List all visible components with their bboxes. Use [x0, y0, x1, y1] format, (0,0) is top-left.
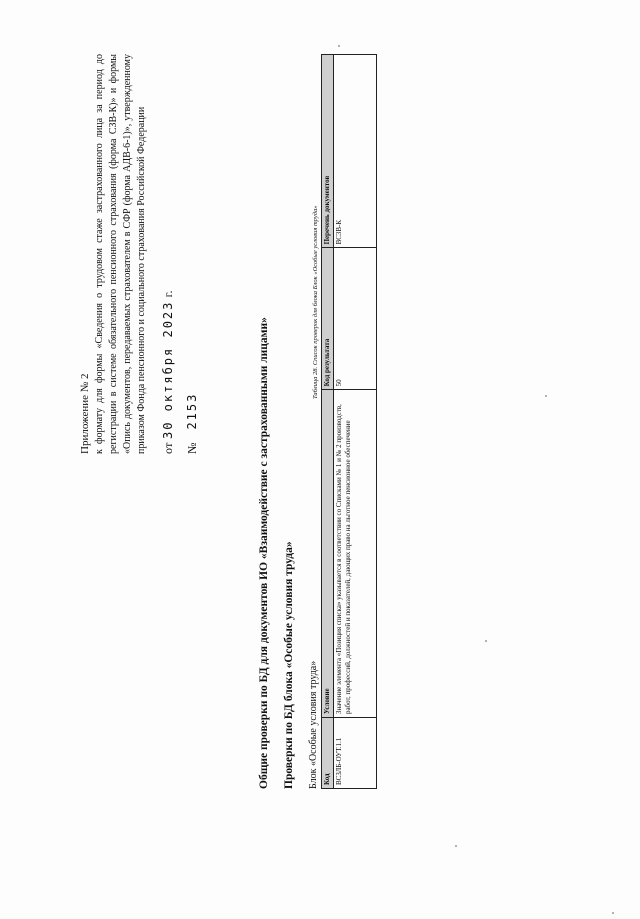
heading-general-checks: Общие проверки по БД для документов ИО «Взаимодействие с застрахованными лицами»	[258, 317, 270, 789]
block-label: Блок «Особые условия труда»	[308, 660, 319, 789]
number-value: 2153	[185, 392, 199, 430]
appendix-date	[161, 54, 175, 454]
cell-documents: ВСЗВ-К	[334, 55, 377, 248]
heading-block-checks: Проверки по БД блока «Особые условия труда»	[283, 541, 295, 789]
table-row	[334, 55, 377, 789]
appendix-number	[185, 54, 199, 454]
date-suffix: г.	[161, 290, 175, 298]
date-prefix: от	[161, 442, 175, 454]
appendix-title: Приложение № 2	[79, 373, 91, 454]
appendix-text: к формату для формы «Сведения о трудовом стаже застрахованного лица за период до регистрации в системе обязательного пенсионного страхования (форма СЗВ-К)» и формы «Опись документов, передаваемых страхователем в СФР (форма АДВ-6-1)», утвержденному приказом Фонда пенсионного и социального страхования Российской Федерации	[94, 54, 147, 454]
appendix-block	[78, 54, 199, 454]
table-header-row	[322, 55, 334, 789]
date-value: 30 октября 2023	[161, 300, 175, 439]
table-caption: Таблица 28. Список проверок для блока Блок «Особые условия труда»	[312, 205, 319, 399]
header-documents: Перечень документов	[322, 55, 334, 248]
cell-result-code: 50	[334, 248, 377, 390]
scan-speck	[455, 845, 457, 847]
header-result-code: Код результата	[322, 248, 334, 390]
scan-speck	[485, 640, 487, 642]
cell-condition: Значение элемента «Позиция списка» указывается в соответствии со Списками № 1 и № 2 производств, работ, профессий, должностей и показателей, дающих право на льготное пенсионное обеспечение	[334, 390, 377, 718]
scan-speck	[545, 395, 547, 397]
header-code: Код	[322, 718, 334, 789]
number-prefix: №	[185, 442, 199, 454]
scan-speck	[338, 45, 340, 47]
header-condition: Условие	[322, 390, 334, 718]
cell-code: ВСЗЛБ-ОУТ.1.1	[334, 718, 377, 789]
checks-table	[321, 54, 377, 789]
scan-speck	[612, 912, 614, 914]
